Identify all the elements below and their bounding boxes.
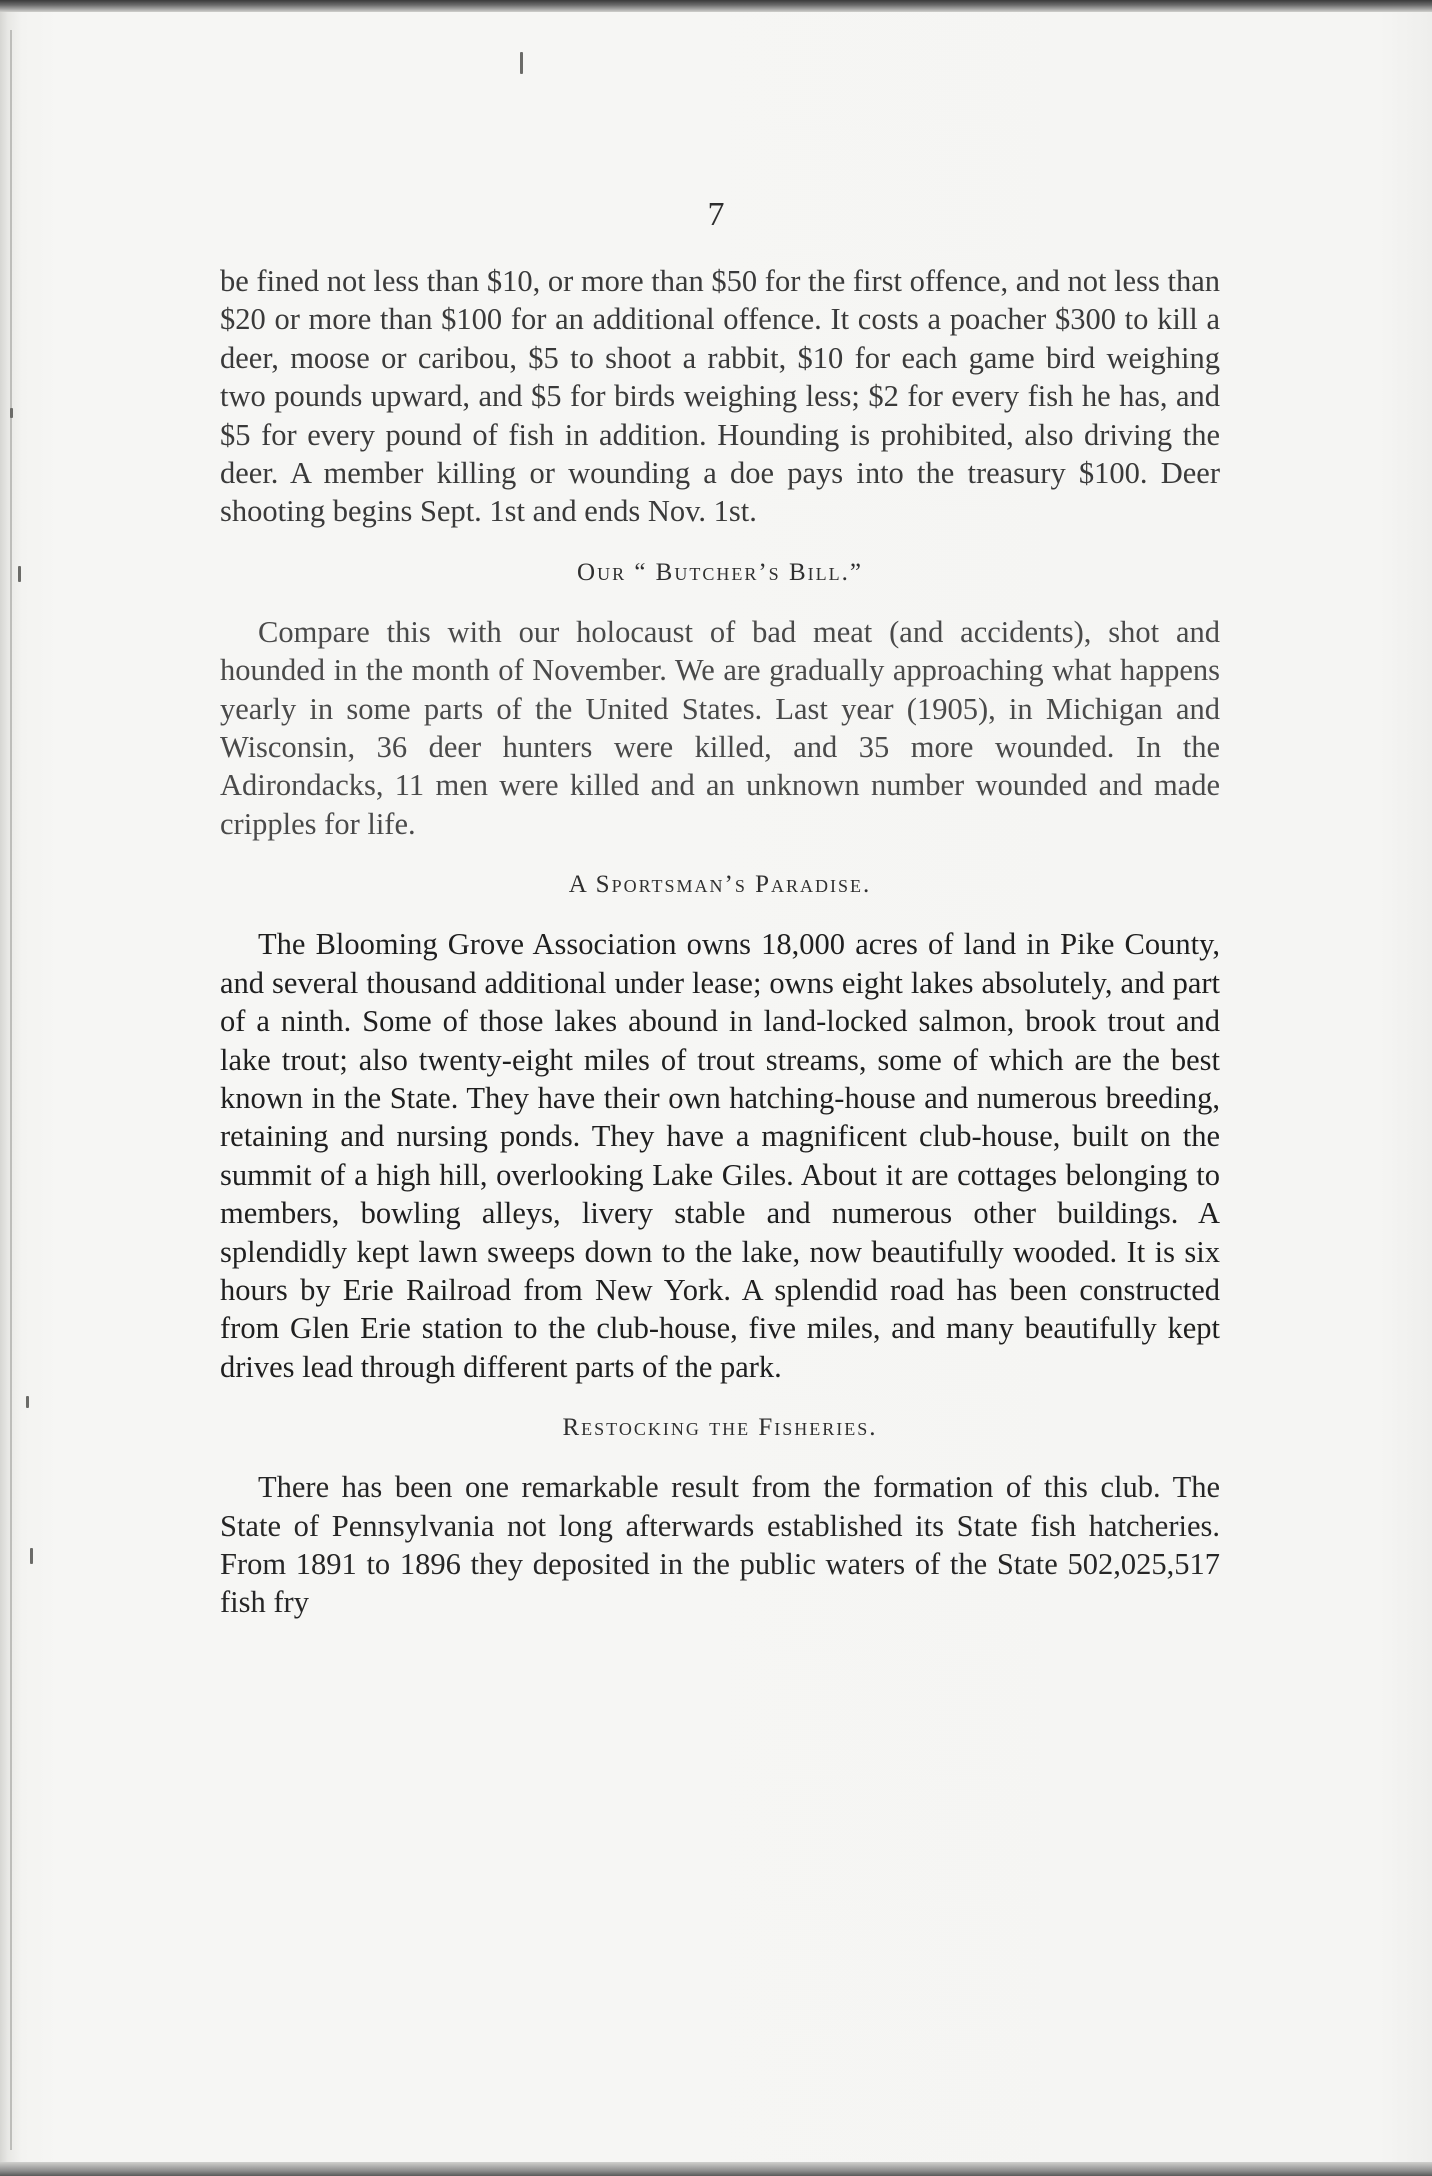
margin-mark bbox=[18, 566, 21, 582]
paragraph-sportsmans-paradise: The Blooming Grove Association owns 18,000 acres of land in Pike County, and several thousand additional under lease; owns eight lakes absolutely, and part of a ninth. Some of those lakes abound in land-locked salmon, brook trout and lake trout; also twenty-eight miles of trout streams, some of which are the best known in the State. They have their own hatching-house and numerous breeding, retaining and nursing ponds. They have a magnificent club-house, built on the summit of a high hill, overlooking Lake Giles. About it are cottages belonging to members, bowling alleys, livery stable and numerous other buildings. A splendidly kept lawn sweeps down to the lake, now beautifully wooded. It is six hours by Erie Railroad from New York. A splendid road has been constructed from Glen Erie station to the club-house, five miles, and many beautifully kept drives lead through different parts of the park. bbox=[220, 927, 1220, 1384]
paragraph-fines: be fined not less than $10, or more than $50 for the first offence, and not less than $20 or more than $100 for an additional offence. It costs a poacher $300 to kill a deer, moose or caribou, $5 to shoot a rabbit, $10 for each game bird weighing two pounds upward, and $5 for birds weighing less; $2 for every fish he has, and $5 for every pound of fish in addition. Hounding is prohibited, also driving the deer. A member killing or wounding a doe pays into the treasury $100. Deer shooting begins Sept. 1st and ends Nov. 1st. bbox=[220, 264, 1220, 529]
binding-line bbox=[10, 30, 12, 2150]
margin-mark bbox=[30, 1548, 33, 1564]
paragraph-butchers-bill: Compare this with our holocaust of bad meat (and accidents), shot and hounded in the month of November. We are gradually approaching what happens yearly in some parts of the United States. Last year (1905), in Michigan and Wisconsin, 36 deer hunters were killed, and 35 more wounded. In the Adirondacks, 11 men were killed and an unknown number wounded and made cripples for life. bbox=[220, 614, 1220, 841]
heading-sportsmans-paradise: A Sportsman’s Paradise. bbox=[568, 871, 872, 899]
page-top-edge bbox=[0, 0, 1432, 12]
heading-butchers-bill: Our “ Butcher’s Bill.” bbox=[577, 558, 863, 586]
page-number: 7 bbox=[707, 196, 725, 233]
margin-mark bbox=[26, 1396, 29, 1408]
page-body bbox=[220, 262, 1220, 1622]
margin-mark bbox=[520, 52, 523, 74]
heading-restocking-fisheries: Restocking the Fisheries. bbox=[562, 1414, 878, 1442]
paragraph-restocking-fisheries: There has been one remarkable result from the formation of this club. The State of Pennsylvania not long afterwards established its State fish hatcheries. From 1891 to 1896 they deposited in the public waters of the State 502,025,517 fish fry bbox=[220, 1470, 1220, 1620]
page-bottom-edge bbox=[0, 2162, 1432, 2176]
margin-mark bbox=[10, 408, 13, 418]
